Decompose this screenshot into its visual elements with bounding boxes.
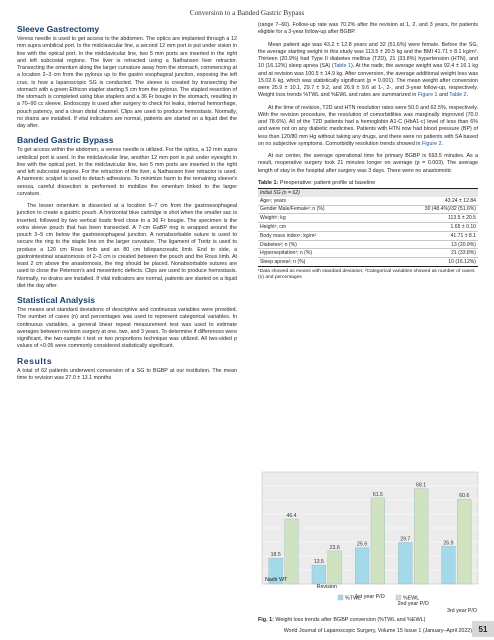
link-table-1[interactable]: Table 1 — [333, 63, 351, 70]
table-cell-value: 43.24 ± 12.84 — [380, 197, 478, 205]
table-cell-label: Sleep apnea²; n (%) — [258, 258, 380, 267]
category-label: Nadir WT — [265, 577, 288, 583]
link-figure-2[interactable]: Figure 2 — [421, 140, 442, 147]
chart-svg — [258, 468, 482, 614]
left-column — [17, 22, 237, 387]
paragraph-banded-2: The lesser omentum is dissected at a location 6–7 cm from the gastroesophageal junction to create a gastric pouch. A horizontal blue cartridge is shot when the smaller sac is inserted, followed by two vertical loads fired close to a 36 Fr bougie. The specimen is the extra sleeve pouch that has been transected. A 7-cm GaBP ring is wrapped around the pouch 3–5 cm below the gastroesophageal junction. A nonabsorbable suture is used to secure the ring to the staple line on the larger curvature. The ligament of Treitz is used to produce a 120 cm Roux limb and an 80 cm biliopancreatic limb. End to side, a gastrointestinal anastomosis of 2–3 cm is created between the pouch and the Roux limb. At least 2 cm above the anastomosis, the ring should be placed. Nonabsorbable sutures are used to close the Peterson's and mesenteric defects. Clips are used to produce hemostasis. Normally, no drains are installed. If vital indicators are normal, patients are started on a liquid diet the day after. — [17, 203, 237, 289]
category-label: 2nd year P/O — [397, 601, 429, 607]
table-cell-value: 41.71 ± 8.1 — [380, 231, 478, 240]
paragraph-statistics: The means and standard deviations of descriptive and continuous variables were provided. The number of cases (n) and percentages was used to represent categorical variables. In continuous variables, a general linear repeat measurement test was used to estimate averages between revision surgery at one, two, and 3 years. To determine if differences were significant, the two-sample t test or two proportions technique was utilized. All two-sided p values of <0.05 were commonly considered statistically significant. — [17, 307, 237, 350]
page-number: 51 — [472, 621, 494, 637]
bar-pct-ewl — [328, 551, 342, 584]
data-label: 29.7 — [400, 536, 411, 543]
category-label: Revision — [316, 584, 337, 590]
table-row — [258, 240, 478, 249]
table-cell-label: Weight¹; kg — [258, 214, 380, 223]
data-label: 13.5 — [313, 559, 324, 566]
legend-swatch — [338, 595, 343, 600]
bar-pct-twl — [312, 565, 326, 584]
table-cell-label: Hypersepitation²; n (%) — [258, 249, 380, 258]
figure-caption: Fig. 1: Weight loss trends after BGBP conversion (%TWL and %EWL) — [258, 617, 426, 623]
table-cell-value: 1.65 ± 0.10 — [380, 223, 478, 232]
table-cell-label: Height¹; cm — [258, 223, 380, 232]
section-heading-sleeve: Sleeve Gastrectomy — [17, 24, 100, 34]
paragraph-results: A total of 62 patients underwent conversion of a SG to BGBP at our institution. The mean time to revision was 27.0 ± 13.1 months — [17, 367, 237, 381]
table-cell-label: Diabetes²; n (%) — [258, 240, 380, 249]
link-figure-1[interactable]: Figure 1 — [417, 92, 438, 99]
bar-pct-ewl — [414, 489, 428, 584]
table-cell-label: Gender Male/Female²; n (%) — [258, 205, 380, 214]
table-row — [258, 214, 478, 223]
section-heading-results: Results — [17, 355, 53, 366]
paragraph-banded-1: To get access within the abdomen, a veress needle is utilized. For the optics, a 12 mm supra umbilical port is used. In the midclavicular line, another 12 mm port is put under eyesight in line with the optical port. In the midclavicular line, two 5 mm ports are inserted in the right and left subcostal regions. For the retraction of the liver, a Nathanson liver retractor is used. A harmonic scalpel is used to detach adhesions. To minimize harm to the remaining sleeve's serosa, careful dissection is performed to mobilize the omentum linked to the larger curvature. — [17, 147, 237, 197]
table-row — [258, 197, 478, 205]
data-label: 18.5 — [270, 552, 281, 559]
paragraph-demographics: Mean patient age was 43.2 ± 12.8 years and 32 (51.6%) were female. Before the SG, the average starting weight in this study was 113.5 ± 20.5 kg and the BMI 41.71 ± 8.1 kg/m². Thirteen (20.9%) had Type II diabetes mellitus (T2D), 21 (33.8%) hypertension (HTN), and 10 (16.12%) sleep apnea (SA) (Table 1). At the nadir, the average weight was 92.4 ± 16.1 kg and at revision was 100.5 ± 14.9 kg. After conversion, the average additional weight loss was 15.02.6 kg, which was statistically significant (p = 0.001). The mean weight after conversion were 25.9 ± 10.1, 29.7 ± 9.2, and 26.9 ± 9.6 at 1-, 2-, and 3-year follow-up, respectively. Weight loss trends %TWL and %EWL and rates are summarized in Figure 1 and Table 2. — [258, 41, 479, 99]
running-head: Conversion to a Banded Gastric Bypass — [189, 9, 305, 17]
category-label: 3rd year P/O — [446, 608, 477, 614]
legend-label: %EWL — [403, 595, 420, 602]
weight-loss-chart — [258, 468, 482, 614]
paragraph-followup: (range 7–60). Follow-up rate was 70.2% after the revision at 1, 2, and 3 years, for patients eligible for a 3-year follow-up after BGBP. — [258, 22, 478, 36]
baseline-table — [258, 188, 478, 267]
table-cell-label: Body mass index¹; kg/m² — [258, 231, 380, 240]
table-cell-value: 10 (16.12%) — [380, 258, 478, 267]
legend-label: %TWL — [345, 595, 361, 602]
table-cell-value: 13 (20.9%) — [380, 240, 478, 249]
paragraph-sleeve: Veress needle is used to get access to the abdomen. The optics are implanted through a 12 mm supra umbilical port. In the midclavicular line, a second 12 mm port is put under vision in line with the optical port. In the midclavicular line, two 5 mm ports are inserted in the right and left subcostal regions. The liver is retracted using a Nathanson liver retractor. Transecting the omentum along the larger curvature away from the stomach, commencing at a location 2–3 cm from the pylorus up to the gastro esophageal junction, exposing the left crus, is how a laparoscopic SG is conducted. The sleeve is created by transecting the stomach with a green Ethicon stapler starting 5 cm from the pylorus. The stapled resection of the stomach is completed using blue staplers and a 36 Fr bougie in the stomach, resulting in a 70–90 cc sleeve. Endoscopy is used after surgery to check for leaks, internal hemorrhage, pouch patency, and a clean distal channel. Clips are used to produce hemostasis. Normally, no drains are installed. If vital indicators are normal, patients are started on a liquid diet the day after. — [17, 36, 237, 129]
table-row — [258, 231, 478, 240]
data-label: 23.6 — [329, 544, 340, 551]
right-column — [258, 22, 478, 281]
bar-pct-ewl — [285, 519, 299, 584]
table-caption: Table 1: Preoperative: patient profile at baseline — [258, 179, 376, 186]
data-label: 61.5 — [372, 491, 383, 498]
section-heading-statistics: Statistical Analysis — [17, 295, 96, 305]
paragraph-comorbidities: At the time of revision, T2D and HTN resolution rates were 50.0 and 62.5%, respectively. With the revision procedure, the resolution of comorbidities was marginally improved (70.0 and 78.6%). All of the T2D patients had a hemoglobin A1-C (HbA1-c) level of less than 6% and were not on any diabetic medicines. Patients with HTN now had blood pressure (BP) of less than 120/80 mm Hg without taking any drugs, and there were no patients with SA based on no subjective symptoms. Comorbidity resolution trends showed in Figure 2. — [258, 104, 478, 147]
data-label: 26.9 — [443, 540, 454, 547]
table-cell-label: Age¹; years — [258, 197, 380, 205]
table-row — [258, 249, 478, 258]
section-heading-banded: Banded Gastric Bypass — [17, 135, 114, 146]
table-row — [258, 223, 478, 232]
bar-pct-ewl — [371, 498, 385, 584]
table-cell-value: 21 (33.8%) — [380, 249, 478, 258]
journal-footer: World Journal of Laparoscopic Surgery, Volume 15 Issue 1 (January–April 2022) — [283, 628, 472, 634]
bar-pct-ewl — [457, 499, 471, 584]
table-cell-value: 113.5 ± 20.5 — [380, 214, 478, 223]
data-label: 46.4 — [286, 513, 297, 520]
table-cell-value: 30 (48.4%)/32 (51.6%) — [380, 205, 478, 214]
table-row — [258, 205, 478, 214]
category-label: 1st year P/O — [355, 594, 385, 600]
table-footnote: ¹Data showed as means with standard deviation; ²Categorical variables showed as number of cases (n) and percentages — [258, 268, 475, 280]
paragraph-operative-time: At our center, the average operational time for primary BGBP is 693.5 minutes. As a result, reoperative surgery took 21 minutes longer on average (p = 0.003). The average length of stay in the hospital after surgery was 3 days. There were no anastomotic — [258, 153, 478, 174]
table-header: Initial SG (n = 62) — [258, 188, 478, 197]
bar-pct-twl — [398, 542, 412, 584]
link-table-2[interactable]: Table 2 — [449, 92, 467, 99]
bar-pct-twl — [442, 546, 456, 584]
legend-swatch — [396, 595, 401, 600]
data-label: 60.6 — [459, 493, 470, 500]
table-row — [258, 258, 478, 267]
data-label: 25.9 — [357, 541, 368, 548]
bar-pct-twl — [355, 548, 369, 584]
data-label: 68.1 — [416, 482, 427, 489]
